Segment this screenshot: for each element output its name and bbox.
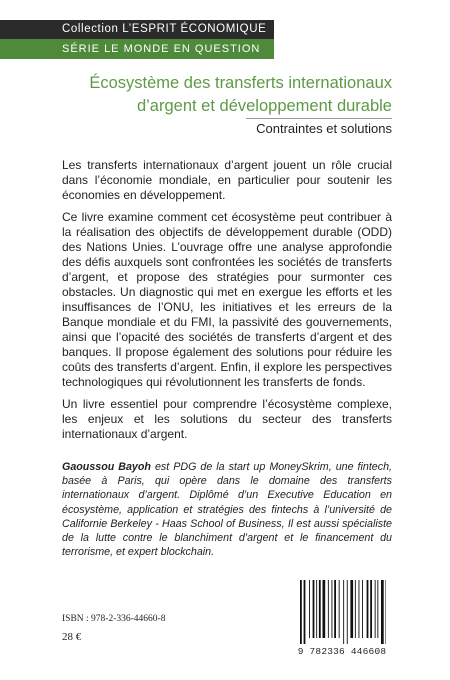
book-title: Écosystème des transferts internationaux d’argent et développement durable [89,74,392,115]
isbn: ISBN : 978-2-336-44660-8 [62,614,166,624]
barcode-bar [313,580,315,638]
blurb-paragraph: Les transferts internationaux d’argent jouent un rôle crucial dans l’économie mondiale, en particulier pour soutenir les économies en développement. [62,158,392,202]
barcode-bar [386,580,387,644]
series-name: SÉRIE LE MONDE EN QUESTION [0,39,274,59]
book-blurb [62,158,392,449]
barcode-bar [347,580,348,644]
book-subtitle: Contraintes et solutions [256,121,392,136]
barcode-bar [332,580,333,638]
barcode-bar [319,580,321,638]
barcode-bar [300,580,302,644]
barcode-bar [375,580,376,638]
title-divider [246,118,392,119]
barcode-bar [304,580,306,644]
barcode-bar [381,580,384,644]
barcode-bar [309,580,310,638]
blurb-paragraph: Ce livre examine comment cet écosystème peut contribuer à la réalisation des objectifs de développement durable (ODD) des Nations Unies. L’ouvrage offre une analyse approfondie des défis auxquels sont confrontées les sociétés de transferts d’argent, et propose des stratégies pour surmonter ces obstacles. Un diagnostic qui met en exergue les efforts et les insuffisances de l’ONU, les initiatives et les erreurs de la Banque mondiale et du FMI, la passivité des gouvernements, ainsi que l’opacité des sociétés de transferts d’argent et des banques. Il propose également des solutions pour réduire les coûts des transferts d’argent. Enfin, il explore les perspectives technologiques qui révolutionnent les transferts de fonds. [62,210,392,389]
barcode-bar [367,580,369,638]
price: 28 € [62,631,82,643]
barcode-bar [370,580,372,638]
blurb-paragraph: Un livre essentiel pour comprendre l’écosystème complexe, les enjeux et les solutions du secteur des transferts internationaux d’argent. [62,397,392,441]
barcode-bar [339,580,340,638]
barcode-bar [377,580,378,638]
barcode-bar [328,580,329,638]
barcode-bar [362,580,363,638]
author-name: Gaoussou Bayoh [62,461,151,473]
barcode-bar [355,580,356,638]
barcode-bars [298,580,386,644]
barcode-bar [323,580,326,638]
barcode-bar [316,580,317,638]
barcode-digits: 9 782336 446608 [297,646,387,657]
barcode-bar [359,580,360,638]
barcode-bar [350,580,353,638]
author-bio-text: est PDG de la start up MoneySkrim, une fintech, basée à Paris, qui opère dans le domaine des transferts internationaux d’argent. Diplômé d’un Executive Education en écosystème, application et stratégies des fintechs à l’université de Californie Berkeley - Haas School of Business, Il est aussi spécialiste de la lutte contre le blanchiment d’argent et le financement du terrorisme, et expert blockchain. [62,461,392,559]
barcode-bar [334,580,336,638]
barcode-bar [343,580,344,644]
author-bio [62,460,392,559]
collection-banner [0,20,274,60]
collection-name: Collection L’ESPRIT ÉCONOMIQUE [0,20,274,39]
barcode-icon [292,576,392,668]
